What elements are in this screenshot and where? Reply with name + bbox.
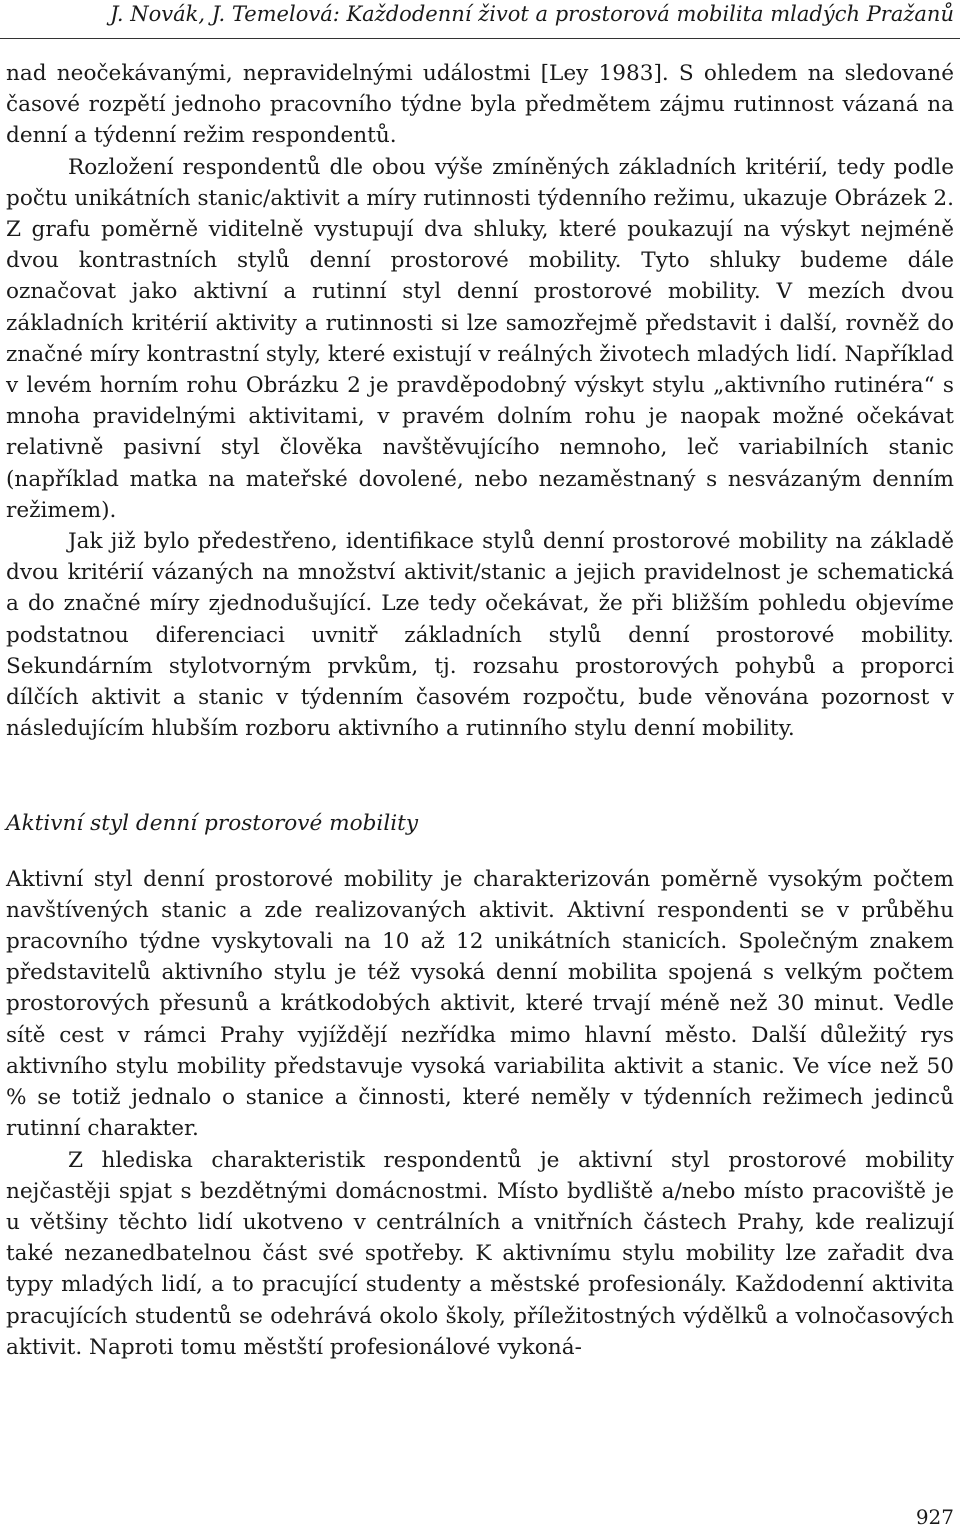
section-heading: Aktivní styl denní prostorové mobility — [6, 811, 419, 837]
section-spacer — [6, 744, 954, 808]
paragraph-respondents: Z hlediska charakteristik respondentů je aktivní styl prostorové mobility nejčastěji spjat s bezdětnými domácnostmi. Místo bydliště a/nebo místo pracoviště je u většiny těchto lidí ukotveno v centrálních a vnitřních částech Prahy, kde realizují také nezanedbatelnou část své spotřeby. K aktivnímu stylu mobility lze zařadit dva typy mladých lidí, a to pracující studenty a městské profesionály. Každodenní aktivita pracujících studentů se odehrává okolo školy, příležitostných výdělků a volnočasových aktivit. Naproti tomu městští profesionálové vykoná- — [6, 1147, 954, 1360]
paragraph-continuation: nad neočekávanými, nepravidelnými událostmi [Ley 1983]. S ohledem na sledované časové rozpětí jednoho pracovního týdne byla předmětem zájmu rutinnost vázaná na denní a týdenní režim respondentů. — [6, 61, 954, 149]
running-title: J. Novák, J. Temelová: Každodenní život a prostorová mobilita mladých Pražanů — [110, 2, 954, 26]
paragraph-identification: Jak již bylo předestřeno, identifikace stylů denní prostorové mobility na základě dvou kritérií vázaných na množství aktivit/stanic a jejich pravidelnost je schematická a do značné míry zjednodušující. Lze tedy očekávat, že při bližším pohledu objevíme podstatnou diferenciaci uvnitř základních stylů denní prostorové mobility. Sekundárním stylotvorným prvkům, tj. rozsahu prostorových pohybů a proporci dílčích aktivit a stanic v týdenním časovém rozpočtu, bude věnována pozornost v následujícím hlubším rozboru aktivního a rutinního stylu denní mobility. — [6, 529, 954, 742]
article-body — [6, 58, 954, 1363]
running-header — [0, 0, 960, 39]
paragraph-active-style: Aktivní styl denní prostorové mobility je charakterizován poměrně vysokým počtem navštívených stanic a zde realizovaných aktivit. Aktivní respondenti se v průběhu pracovního týdne vyskytovali na 10 až 12 unikátních stanicích. Společným znakem představitelů aktivního stylu je též vysoká denní mobilita spojená s velkým počtem prostorových přesunů a krátkodobých aktivit, které trvají méně než 30 minut. Vedle sítě cest v rámci Prahy vyjíždějí nezřídka mimo hlavní město. Další důležitý rys aktivního stylu mobility představuje vysoká variabilita aktivit a stanic. Ve více než 50 % se totiž jednalo o stanice a činnosti, které neměly v týdenních režimech jedinců rutinní charakter. — [6, 866, 954, 1142]
page-number: 927 — [915, 1505, 954, 1529]
paragraph-distribution: Rozložení respondentů dle obou výše zmíněných základních kritérií, tedy podle počtu unikátních stanic/aktivit a míry rutinnosti týdenního režimu, ukazuje Obrázek 2. Z grafu poměrně viditelně vystupují dva shluky, které poukazují na výskyt nejméně dvou kontrastních stylů denní prostorové mobility. Tyto shluky budeme dále označovat jako aktivní a rutinní styl denní prostorové mobility. V mezích dvou základních kritérií aktivity a rutinnosti si lze samozřejmě představit i další, rovněž do značné míry kontrastní styly, které existují v reálných životech mladých lidí. Například v levém horním rohu Obrázku 2 je pravděpodobný výskyt stylu „aktivního rutinéra“ s mnoha pravidelnými aktivitami, v pravém dolním rohu je naopak možné očekávat relativně pasivní styl člověka navštěvujícího nemnoho, leč variabilních stanic (například matka na mateřské dovolené, nebo nezaměstnaný s nesvázaným denním režimem). — [6, 154, 954, 523]
